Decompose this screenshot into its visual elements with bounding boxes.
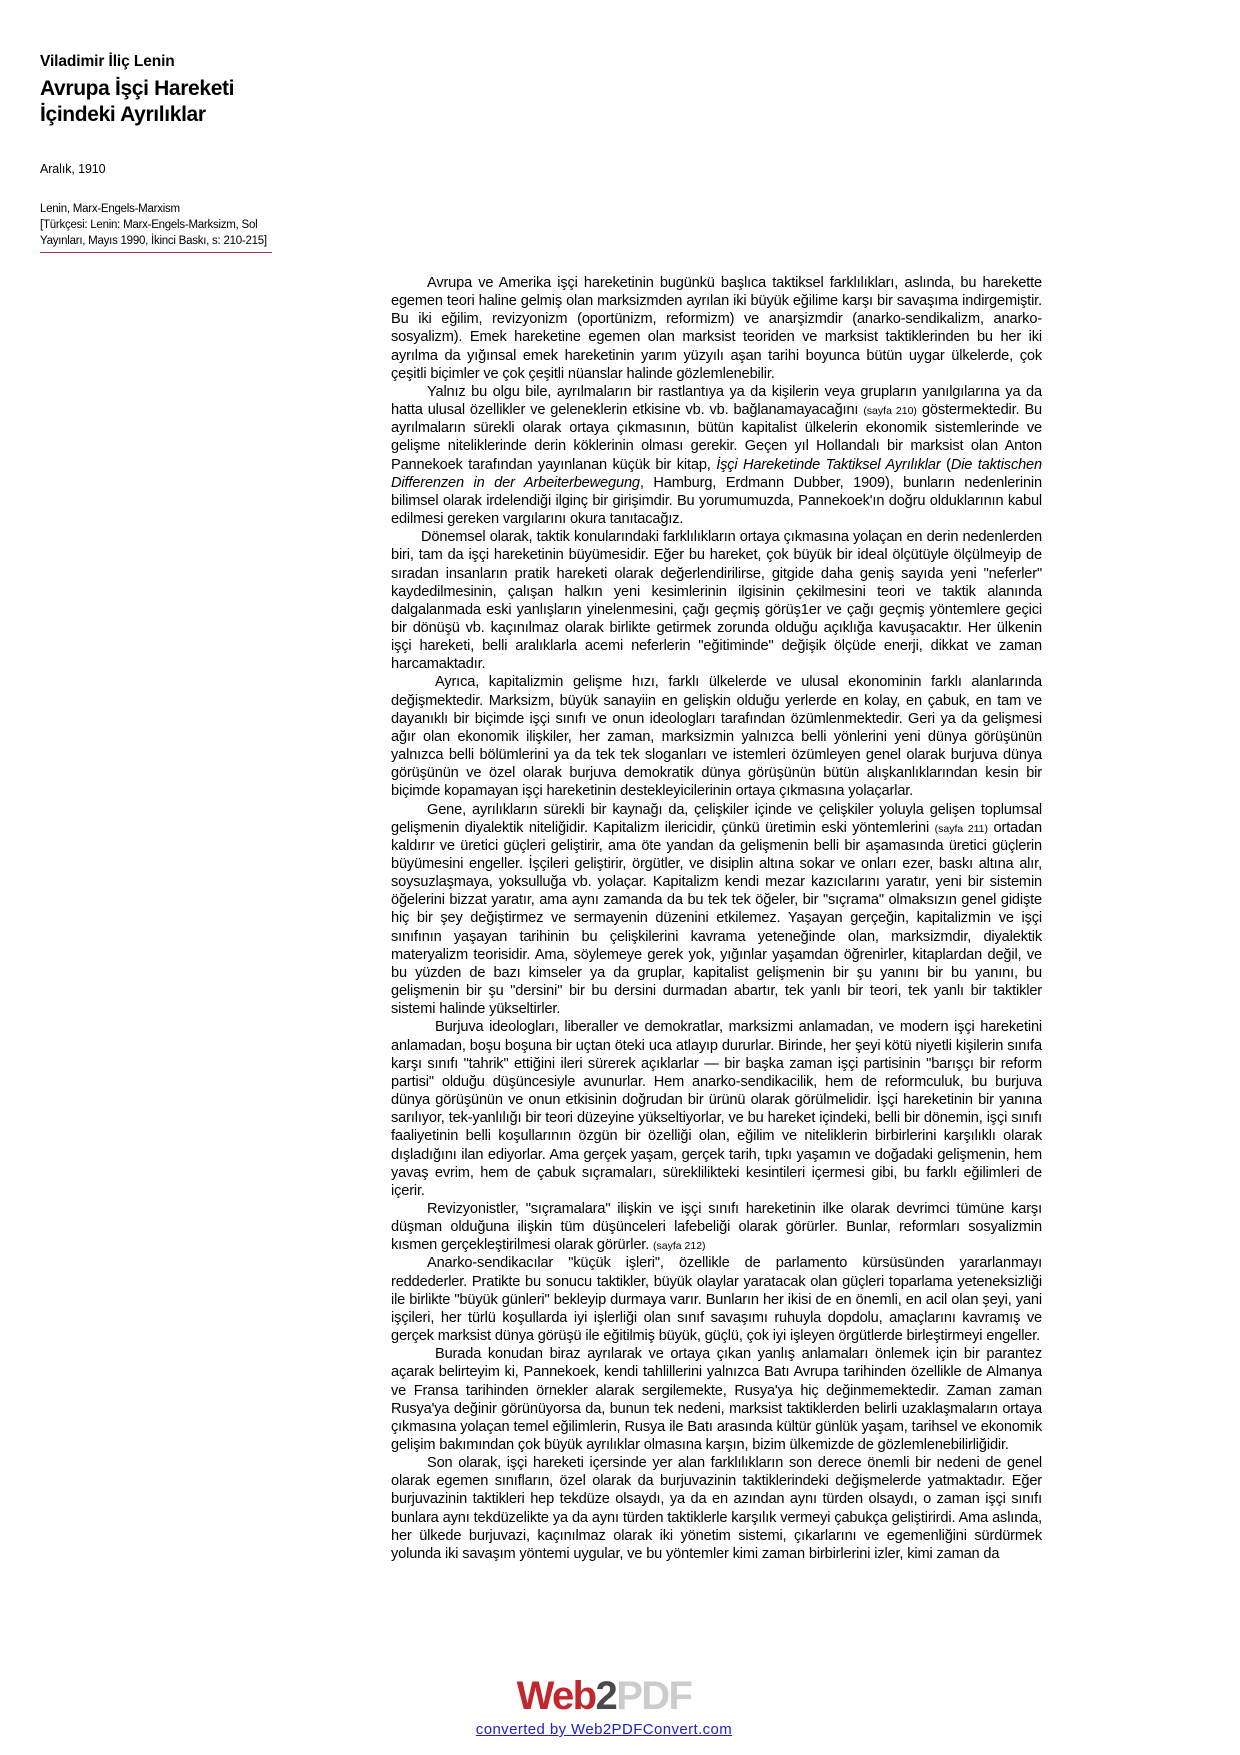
paragraph-6: Burjuva ideologları, liberaller ve demokratlar, marksizmi anlamadan, ve modern işçi hareketini anlamadan, boşu boşuna bir uçtan öteki uca atlayıp dururlar. Birinde, her şeyi kötü niyetli kişilerin sınıfa karşı sınıfı "tahrik" ettiğini ileri sürerek açıklarlar — bir başka zaman işçi partisinin "barışçı bir reform partisi" olduğu düşüncesiyle avunurlar. Hem anarko-sendikacilik, hem de reformculuk, bu burjuva dünya görüşünün ve onun etkisinin doğrudan bir ürünü olarak görülmelidir. İşçi hareketinin bir yanına sarılıyor, tek-yanlılığı bir teori düzeyine yükseltiyorlar, ve bu hareket içindeki, belli bir dönemin, işçi sınıfı faaliyetinin belli koşullarının özgün bir özelliği olan, eğilim ve niteliklerin birbirlerini karşılıklı olarak dışladığını ilan ediyorlar. Ama gerçek yaşam, gerçek tarih, tıpkı yaşamın ve doğadaki gelişmenin, hem yavaş evrim, hem de çabuk sıçramaları, süreklilikteki kesintileri içermesi gibi, bu farklı eğilimleri de içerir.	[391, 1019, 1042, 1199]
web2pdf-logo	[0, 1676, 1208, 1716]
page-marker-210: (sayfa 210)	[863, 405, 917, 418]
source-citation	[40, 201, 272, 253]
paragraph-2-part-a: Yalnız bu olgu bile, ayrılmaların bir rastlantıya ya da kişilerin veya grupların yanılgılarına ya da hatta ulusal özellikler ve geleneklerin etkisine vb. vb. bağlanamayacağını	[391, 383, 1042, 419]
paragraph-9: Burada konudan biraz ayrılarak ve ortaya çıkan yanlış anlamaları önlemek için bir parantez açarak belirteyim ki, Pannekoek, kendi tahlillerini yalnızca Batı Avrupa tarihinden özellikle de Almanya ve Fransa tarihinden örnekler alarak sergilemekte, Rusya'ya hiç değinmemektedir. Zaman zaman Rusya'ya değinir görünüyorsa da, bunun tek nedeni, marksist taktiklerden belirli uzaklaşmaların ortaya çıkmasına yolaçan temel eğilimlerin, Rusya ile Batı arasında kültür günlük yaşam, tarihsel ve ekonomik gelişim bakımından çok büyük ayrılıklar olmasına karşın, bizim ülkemizde de gözlemlenebilirliğidir.	[391, 1346, 1042, 1453]
logo-text-web: Web	[516, 1674, 596, 1718]
source-line-2: [Türkçesi: Lenin: Marx-Engels-Marksizm, Sol	[40, 219, 258, 232]
web2pdf-convert-link[interactable]: converted by Web2PDFConvert.com	[475, 1721, 733, 1738]
paragraph-7-part-a: Revizyonistler, "sıçramalara" ilişkin ve işçi sınıfı hareketinin ilke olarak devrimci tümüne karşı düşman olduğuna ilişkin tüm düşünceleri lafebeliği olarak görürler. Bunlar, reformları sosyalizmin kısmen gerçekleştirilmesi olarak görürler.	[391, 1200, 1042, 1254]
source-line-1: Lenin, Marx-Engels-Marxism	[40, 202, 180, 215]
page-marker-211: (sayfa 211)	[934, 822, 988, 835]
masthead	[40, 52, 460, 127]
book-title-german: Die taktischen Differenzen in der Arbeiterbewegung	[391, 456, 1042, 491]
paragraph-2-part-b: göstermektedir. Bu ayrılmaların sürekli olarak ortaya çıkmasının, bütün kapitalist ülkelerin ekonomik sistemlerinde ve gelişme niteliklerinde derin köklerinin olması gerekir. Geçen yıl Hollandalı bir marksist olan Anton Pannekoek tarafından yayınlanan küçük bir kitap,	[391, 402, 1042, 473]
paragraph-5	[391, 801, 1042, 1019]
body-text-column	[391, 274, 1042, 1563]
paragraph-2-part-c: (	[940, 456, 951, 473]
source-line-3: Yayınları, Mayıs 1990, İkinci Baskı, s: 210-215]	[40, 235, 267, 248]
author-name: Viladimir İliç Lenin	[40, 53, 175, 70]
page-marker-212: (sayfa 212)	[653, 1240, 706, 1253]
paragraph-3: Dönemsel olarak, taktik konularındaki farklılıkların ortaya çıkmasına yolaçan en derin nedenlerden biri, tam da işçi hareketinin büyümesidir. Eğer bu hareket, çok büyük bir ideal ölçütüyle ölçülmeyip de sıradan insanların pratik hareketi olarak değerlendirilirse, gitgide daha geniş sayıda yeni "neferler" kaydedilmesinin, çalışan halkın yeni kesimlerinin ilgisinin çekilmesini teori ve taktik alanında dalgalanmada eski yanlışların yinelenmesini, çağı geçmiş görüş1er ve çağı geçmiş yöntemlere geçici bir dönüşü vb. kaçınılmaz olarak birlikte getirmek zorunda olduğu açıklığa kavuşacaktır. Her ülkenin işçi hareketi, belli aralıklarla acemi neferlerin "eğitiminde" değişik ölçüde enerji, dikkat ve zaman harcamaktadır.	[391, 529, 1042, 673]
logo-text-two: 2	[595, 1674, 617, 1718]
book-title-turkish: İşçi Hareketinde Taktiksel Ayrılıklar	[716, 456, 941, 473]
paragraph-8: Anarko-sendikacılar "küçük işleri", özellikle de parlamento kürsüsünden yararlanmayı reddederler. Pratikte bu sonucu taktikler, büyük olaylar yaratacak olan güçleri toparlama yeteneksizliği ile birlikte "büyük günleri" bekleyip durmaya varır. Bunların her ikisi de en önemli, en acil olan şeyi, yani işçileri, her türlü koşullarda iyi işlerliği olan sınıf savaşımı ruhuyla dopdolu, amaçlarını kavramış ve gerçek marksist dünya görüşü ile eğitilmiş büyük, güçlü, çok iyi işleyen örgütlerde birleştirmeyi engeller.	[391, 1255, 1042, 1345]
paragraph-5-part-b: ortadan kaldırır ve üretici güçleri geliştirir, ama öte yandan da gelişmenin belli bir aşamasında üretici güçlerin büyümesini engeller. İşçileri geliştirir, örgütler, ve disiplin altına sokar ve onları ezer, baskı altına alır, soysuzlaşmaya, yoksulluğa vb. yolaçar. Kapitalizm kendi mezar kazıcılarını yaratır, yeni bir sistemin öğelerini bizzat yaratır, ama aynı zamanda da bu tek tek öğeler, bir "sıçrama" olmaksızın genel gidişte hiç bir şey değiştirmez ve sermayenin düzenini etkilemez. Yaşayan gerçeğin, kapitalizmin ve işçi sınıfının yaşayan tarihinin bu çelişkilerini kavrama yeteneğinde olan, marksizmdir, diyalektik materyalizm teorisidir. Ama, söylemeye gerek yok, yığınlar yaşamdan öğrenirler, kitaplardan değil, ve bu yüzden de bazı kimseler ya da gruplar, kapitalist gelişmenin bir şu yanını bir bu yanını, bu gelişmenin bir şu "dersini" bir bu dersini durmadan abartır, tek yanlı bir teori, tek yanlı bir taktikler sistemi halinde yükseltirler.	[391, 819, 1042, 1018]
publication-date: Aralık, 1910	[40, 162, 106, 176]
paragraph-5-part-a: Gene, ayrılıkların sürekli bir kaynağı da, çelişkiler içinde ve çelişkiler yoluyla gelişen toplumsal gelişmenin diyalektik niteliğidir. Kapitalizm ilericidir, çünkü üretimin eski yöntemlerini	[391, 801, 1042, 836]
paragraph-2-part-d: , Hamburg, Erdmann Dubber, 1909), bunların nedenlerinin bilimsel olarak irdelendiği ilginç bir girişimdir. Bu yorumumuzda, Pannekoek'ın doğru olduklarının kabul edilmesi gereken vargılarını okura tanıtacağız.	[391, 474, 1042, 528]
metadata-block	[40, 160, 272, 253]
paragraph-2	[391, 383, 1042, 528]
paragraph-7	[391, 1200, 1042, 1254]
paragraph-4: Ayrıca, kapitalizmin gelişme hızı, farklı ülkelerde ve ulusal ekonominin farklı alanlarında değişmektedir. Marksizm, büyük sanayiin en gelişkin olduğu yerlerde en kolay, en çabuk, en tam ve dayanıklı bir biçimde işçi sınıfı ve onun ideologları tarafından özümlenmektedir. Geri ya da gelişmesi ağır olan ekonomik ilişkiler, her zaman, marksizmin yalnızca belli yönlerini yeni dünya görüşünün yalnızca belli bölümlerini ya da tek tek sloganları ve istemleri özümleyen genel olarak burjuva dünya görüşünün ve özel olarak burjuva demokratik dünya görüşünün bütün alışkanlıklarından kesin bir biçimde kopamayan işçi hareketinin destekleyicilerinin ortaya çıkmasına yolaçarlar.	[391, 674, 1042, 800]
paragraph-10: Son olarak, işçi hareketi içersinde yer alan farklılıkların son derece önemli bir nedeni de genel olarak egemen sınıfların, özel olarak da burjuvazinin taktiklerindeki değişmelerde yatmaktadır. Eğer burjuvazinin taktikleri hep tekdüze olsaydı, ya da en azından aynı türden olsaydı, o zaman işçi sınıfı bunlara aynı tekdüzelikte ya da aynı türden taktiklerle karşılık vermeyi çabukça geliştirirdi. Ama aslında, her ülkede burjuvazi, kaçınılmaz olarak iki yönetim sistemi, çıkarlarını ve egemenliğini sürdürmek yolunda iki savaşım yöntemi uygular, ve bu yöntemler kimi zaman birbirlerini izler, kimi zaman da	[391, 1455, 1042, 1562]
title-line-1: Avrupa İşçi Hareketi	[40, 76, 235, 100]
page-title	[40, 76, 460, 127]
footer-watermark	[0, 1676, 1240, 1739]
logo-text-pdf: PDF	[616, 1674, 692, 1718]
title-line-2: İçindeki Ayrılıklar	[40, 102, 206, 126]
paragraph-1: Avrupa ve Amerika işçi hareketinin bugünkü başlıca taktiksel farklılıkları, aslında, bu harekette egemen teori haline gelmiş olan marksizmden ayrılan iki büyük eğilime karşı bir savaşıma indirgemiştir. Bu iki eğilim, revizyonizm (oportünizm, reformizm) ve anarşizmdir (anarko-sendikalizm, anarko-sosyalizm). Emek hareketine egemen olan marksist teoriden ve marksist taktiklerinden bu her iki ayrılma da yığınsal emek hareketinin yarım yüzyılı aşan tarihi boyunca bütün uygar ülkelerde, çok çeşitli biçimler ve çok çeşitli nüanslar halinde gözlemlenebilir.	[391, 275, 1042, 382]
